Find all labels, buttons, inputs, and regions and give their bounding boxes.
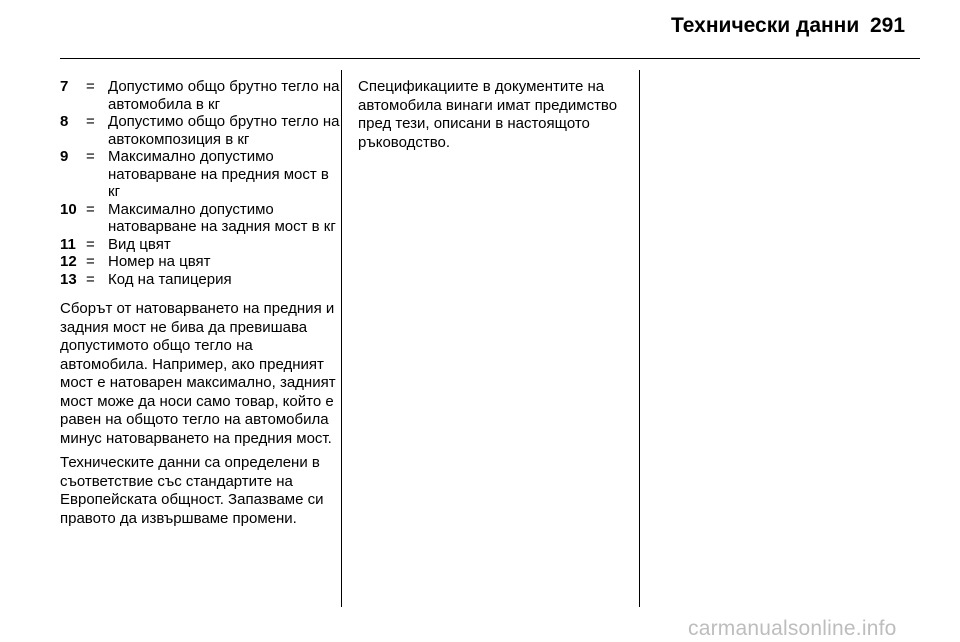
legend-equals: =	[86, 253, 95, 270]
header-divider	[60, 58, 920, 59]
specifications-note: Спецификациите в документите на автомобила винаги имат предимство пред тези, описани в настоящото ръководство.	[358, 78, 618, 151]
legend-equals: =	[86, 148, 95, 165]
legend-number: 8	[60, 113, 69, 130]
legend-list	[60, 78, 340, 288]
legend-equals: =	[86, 78, 95, 95]
body-paragraph: Техническите данни са определени в съответствие със стандартите на Европейската общност. Запазваме си правото да извършваме промени.	[60, 454, 324, 527]
legend-number: 9	[60, 148, 69, 165]
watermark-text: carmanualsonline.info	[688, 617, 897, 640]
legend-description: Допустимо общо брутно тегло на автокомпозиция в кг	[108, 113, 340, 148]
legend-item	[60, 78, 340, 113]
legend-description: Код на тапицерия	[108, 270, 232, 288]
legend-number: 7	[60, 78, 69, 95]
legend-item	[60, 253, 340, 271]
legend-description: Номер на цвят	[108, 253, 211, 270]
column-divider-left	[341, 70, 342, 607]
legend-item	[60, 201, 340, 236]
column-divider-right	[639, 70, 640, 607]
legend-equals: =	[86, 235, 95, 253]
legend-description: Максимално допустимо натоварване на предния мост в кг	[108, 148, 329, 200]
legend-number: 10	[60, 200, 77, 218]
page-title: Технически данни	[671, 14, 860, 37]
legend-item	[60, 113, 340, 148]
legend-equals: =	[86, 113, 95, 130]
legend-description: Допустимо общо брутно тегло на автомобила в кг	[108, 78, 340, 113]
legend-equals: =	[86, 270, 95, 288]
legend-item	[60, 148, 340, 201]
legend-description: Вид цвят	[108, 235, 171, 253]
legend-item	[60, 236, 340, 254]
middle-column	[358, 78, 633, 152]
legend-item	[60, 271, 340, 289]
body-paragraph: Сборът от натоварването на предния и задния мост не бива да превишава допустимото общо тегло на автомобила. Например, ако предният мост е натоварен максимално, задният мост може да носи само товар, който е равен на общото тегло на автомобила минус натоварването на предния мост.	[60, 300, 336, 447]
page-number: 291	[870, 14, 906, 37]
legend-number: 12	[60, 253, 77, 270]
legend-number: 11	[60, 235, 76, 253]
left-column	[60, 78, 340, 528]
legend-equals: =	[86, 200, 95, 218]
legend-description: Максимално допустимо натоварване на задния мост в кг	[108, 200, 336, 235]
legend-number: 13	[60, 270, 77, 288]
